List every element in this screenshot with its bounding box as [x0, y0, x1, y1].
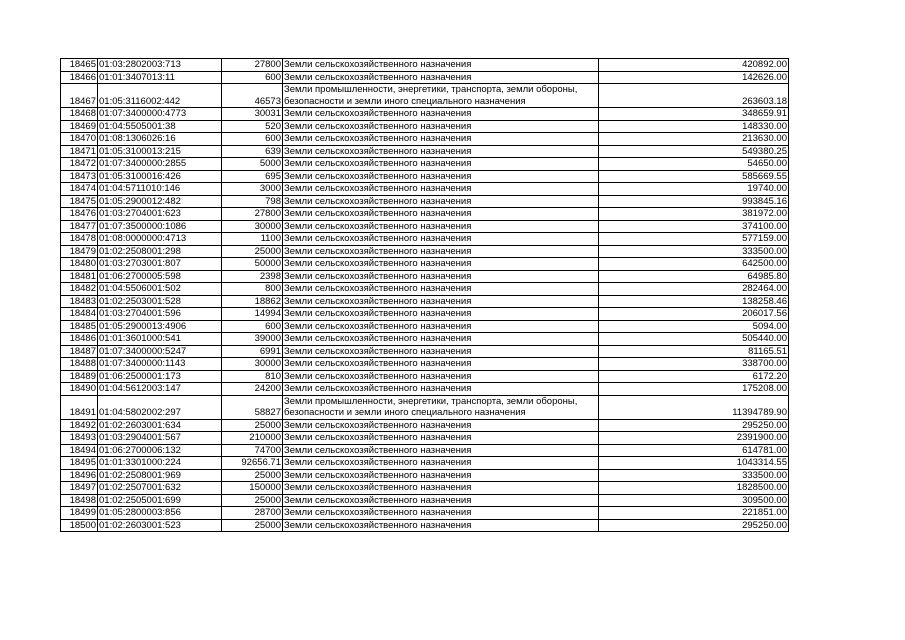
- area-cell[interactable]: 18862: [222, 295, 283, 308]
- land-category[interactable]: Земли сельскохозяйственного назначения: [283, 59, 599, 72]
- cadastral-number[interactable]: 01:07:3400000:5247: [98, 345, 222, 358]
- row-number[interactable]: 18480: [61, 258, 98, 271]
- land-category[interactable]: Земли сельскохозяйственного назначения: [283, 195, 599, 208]
- value-cell[interactable]: 6172.20: [599, 370, 789, 383]
- cadastral-number[interactable]: 01:07:3500000:1086: [98, 220, 222, 233]
- table-row: [61, 133, 789, 146]
- table-row: [61, 220, 789, 233]
- table-row: [61, 84, 789, 108]
- cadastral-number[interactable]: 01:03:2704001:623: [98, 208, 222, 221]
- value-cell[interactable]: 19740.00: [599, 183, 789, 196]
- land-category[interactable]: Земли сельскохозяйственного назначения: [283, 133, 599, 146]
- row-number[interactable]: 18485: [61, 320, 98, 333]
- table-row: [61, 507, 789, 520]
- cadastral-number[interactable]: 01:05:3100013:215: [98, 145, 222, 158]
- value-cell[interactable]: 295250.00: [599, 519, 789, 532]
- cadastral-number[interactable]: 01:07:3400000:2855: [98, 158, 222, 171]
- table-row: [61, 59, 789, 72]
- land-category[interactable]: Земли сельскохозяйственного назначения: [283, 419, 599, 432]
- value-cell[interactable]: 142626.00: [599, 71, 789, 84]
- area-cell[interactable]: 30000: [222, 358, 283, 371]
- land-category[interactable]: Земли сельскохозяйственного назначения: [283, 320, 599, 333]
- area-cell[interactable]: 25000: [222, 245, 283, 258]
- row-number[interactable]: 18492: [61, 419, 98, 432]
- value-cell[interactable]: 282464.00: [599, 283, 789, 296]
- land-category[interactable]: Земли сельскохозяйственного назначения: [283, 482, 599, 495]
- row-number[interactable]: 18491: [61, 395, 98, 419]
- cadastral-number[interactable]: 01:05:3116002:442: [98, 84, 222, 108]
- cadastral-number[interactable]: 01:04:5711010:146: [98, 183, 222, 196]
- value-cell[interactable]: 309500.00: [599, 494, 789, 507]
- row-number[interactable]: 18470: [61, 133, 98, 146]
- cadastral-number[interactable]: 01:02:2603001:523: [98, 519, 222, 532]
- value-cell[interactable]: 295250.00: [599, 419, 789, 432]
- area-cell[interactable]: 74700: [222, 444, 283, 457]
- table-row: [61, 170, 789, 183]
- area-cell[interactable]: 92656.71: [222, 457, 283, 470]
- value-cell[interactable]: 138258.46: [599, 295, 789, 308]
- row-number[interactable]: 18496: [61, 469, 98, 482]
- table-row: [61, 432, 789, 445]
- cadastral-number[interactable]: 01:07:3400000:1143: [98, 358, 222, 371]
- area-cell[interactable]: 24200: [222, 383, 283, 396]
- area-cell[interactable]: 25000: [222, 519, 283, 532]
- table-row: [61, 258, 789, 271]
- area-cell[interactable]: 27800: [222, 208, 283, 221]
- table-row: [61, 233, 789, 246]
- row-number[interactable]: 18486: [61, 333, 98, 346]
- value-cell[interactable]: 54650.00: [599, 158, 789, 171]
- area-cell[interactable]: 30031: [222, 108, 283, 121]
- land-category[interactable]: Земли сельскохозяйственного назначения: [283, 270, 599, 283]
- row-number[interactable]: 18482: [61, 283, 98, 296]
- cadastral-number[interactable]: 01:02:2508001:969: [98, 469, 222, 482]
- value-cell[interactable]: 213630.00: [599, 133, 789, 146]
- table-row: [61, 419, 789, 432]
- row-number[interactable]: 18467: [61, 84, 98, 108]
- table-row: [61, 158, 789, 171]
- area-cell[interactable]: 210000: [222, 432, 283, 445]
- value-cell[interactable]: 348659.91: [599, 108, 789, 121]
- land-category[interactable]: Земли сельскохозяйственного назначения: [283, 519, 599, 532]
- cadastral-number[interactable]: 01:04:5612003:147: [98, 383, 222, 396]
- table-row: [61, 345, 789, 358]
- land-category[interactable]: Земли сельскохозяйственного назначения: [283, 370, 599, 383]
- area-cell[interactable]: 6991: [222, 345, 283, 358]
- area-cell[interactable]: 5000: [222, 158, 283, 171]
- cadastral-number[interactable]: 01:07:3400000:4773: [98, 108, 222, 121]
- table-row: [61, 333, 789, 346]
- area-cell[interactable]: 25000: [222, 494, 283, 507]
- table-row: [61, 494, 789, 507]
- value-cell[interactable]: 381972.00: [599, 208, 789, 221]
- row-number[interactable]: 18473: [61, 170, 98, 183]
- area-cell[interactable]: 25000: [222, 419, 283, 432]
- value-cell[interactable]: 993845.16: [599, 195, 789, 208]
- table-row: [61, 308, 789, 321]
- value-cell[interactable]: 577159.00: [599, 233, 789, 246]
- cadastral-number[interactable]: 01:01:3407013:11: [98, 71, 222, 84]
- value-cell[interactable]: 333500.00: [599, 469, 789, 482]
- table-body: [61, 59, 789, 532]
- cadastral-number[interactable]: 01:02:2505001:699: [98, 494, 222, 507]
- area-cell[interactable]: 520: [222, 120, 283, 133]
- land-category[interactable]: Земли сельскохозяйственного назначения: [283, 245, 599, 258]
- row-number[interactable]: 18479: [61, 245, 98, 258]
- spreadsheet: [60, 58, 789, 532]
- area-cell[interactable]: 2398: [222, 270, 283, 283]
- land-category[interactable]: Земли промышленности, энергетики, транспорта, земли обороны, безопасности и земли иного специального назначения: [283, 84, 599, 108]
- row-number[interactable]: 18489: [61, 370, 98, 383]
- row-number[interactable]: 18481: [61, 270, 98, 283]
- land-category[interactable]: Земли промышленности, энергетики, транспорта, земли обороны, безопасности и земли иного специального назначения: [283, 395, 599, 419]
- land-category[interactable]: Земли сельскохозяйственного назначения: [283, 170, 599, 183]
- area-cell[interactable]: 800: [222, 283, 283, 296]
- area-cell[interactable]: 600: [222, 320, 283, 333]
- value-cell[interactable]: 642500.00: [599, 258, 789, 271]
- value-cell[interactable]: 263603.18: [599, 84, 789, 108]
- row-number[interactable]: 18471: [61, 145, 98, 158]
- cadastral-number[interactable]: 01:05:3100016:426: [98, 170, 222, 183]
- area-cell[interactable]: 50000: [222, 258, 283, 271]
- area-cell[interactable]: 695: [222, 170, 283, 183]
- cadastral-number[interactable]: 01:03:2904001:567: [98, 432, 222, 445]
- value-cell[interactable]: 11394789.90: [599, 395, 789, 419]
- table-row: [61, 245, 789, 258]
- row-number[interactable]: 18500: [61, 519, 98, 532]
- value-cell[interactable]: 585669.55: [599, 170, 789, 183]
- cadastral-number[interactable]: 01:02:2507001:632: [98, 482, 222, 495]
- table-row: [61, 183, 789, 196]
- row-number[interactable]: 18468: [61, 108, 98, 121]
- value-cell[interactable]: 614781.00: [599, 444, 789, 457]
- land-category[interactable]: Земли сельскохозяйственного назначения: [283, 283, 599, 296]
- cadastral-number[interactable]: 01:06:2700005:598: [98, 270, 222, 283]
- row-number[interactable]: 18469: [61, 120, 98, 133]
- value-cell[interactable]: 5094.00: [599, 320, 789, 333]
- land-category[interactable]: Земли сельскохозяйственного назначения: [283, 233, 599, 246]
- value-cell[interactable]: 505440.00: [599, 333, 789, 346]
- land-table: [60, 58, 789, 532]
- cadastral-number[interactable]: 01:05:2900012:482: [98, 195, 222, 208]
- table-row: [61, 145, 789, 158]
- value-cell[interactable]: 420892.00: [599, 59, 789, 72]
- cadastral-number[interactable]: 01:02:2603001:634: [98, 419, 222, 432]
- area-cell[interactable]: 28700: [222, 507, 283, 520]
- cadastral-number[interactable]: 01:02:2508001:298: [98, 245, 222, 258]
- value-cell[interactable]: 333500.00: [599, 245, 789, 258]
- row-number[interactable]: 18476: [61, 208, 98, 221]
- land-category[interactable]: Земли сельскохозяйственного назначения: [283, 333, 599, 346]
- land-category[interactable]: Земли сельскохозяйственного назначения: [283, 345, 599, 358]
- table-row: [61, 208, 789, 221]
- row-number[interactable]: 18475: [61, 195, 98, 208]
- area-cell[interactable]: 58827: [222, 395, 283, 419]
- value-cell[interactable]: 1828500.00: [599, 482, 789, 495]
- table-row: [61, 457, 789, 470]
- area-cell[interactable]: 150000: [222, 482, 283, 495]
- row-number[interactable]: 18478: [61, 233, 98, 246]
- cadastral-number[interactable]: 01:02:2503001:528: [98, 295, 222, 308]
- land-category[interactable]: Земли сельскохозяйственного назначения: [283, 183, 599, 196]
- area-cell[interactable]: 14994: [222, 308, 283, 321]
- value-cell[interactable]: 81165.51: [599, 345, 789, 358]
- land-category[interactable]: Земли сельскохозяйственного назначения: [283, 220, 599, 233]
- cadastral-number[interactable]: 01:03:2704001:596: [98, 308, 222, 321]
- land-category[interactable]: Земли сельскохозяйственного назначения: [283, 208, 599, 221]
- value-cell[interactable]: 1043314.55: [599, 457, 789, 470]
- area-cell[interactable]: 3000: [222, 183, 283, 196]
- area-cell[interactable]: 810: [222, 370, 283, 383]
- land-category[interactable]: Земли сельскохозяйственного назначения: [283, 432, 599, 445]
- cadastral-number[interactable]: 01:05:2900013:4906: [98, 320, 222, 333]
- table-row: [61, 395, 789, 419]
- cadastral-number[interactable]: 01:08:0000000:4713: [98, 233, 222, 246]
- value-cell[interactable]: 206017.56: [599, 308, 789, 321]
- value-cell[interactable]: 221851.00: [599, 507, 789, 520]
- cadastral-number[interactable]: 01:01:3301000:224: [98, 457, 222, 470]
- land-category[interactable]: Земли сельскохозяйственного назначения: [283, 295, 599, 308]
- cadastral-number[interactable]: 01:05:2800003:856: [98, 507, 222, 520]
- area-cell[interactable]: 30000: [222, 220, 283, 233]
- value-cell[interactable]: 374100.00: [599, 220, 789, 233]
- row-number[interactable]: 18483: [61, 295, 98, 308]
- row-number[interactable]: 18472: [61, 158, 98, 171]
- value-cell[interactable]: 549380.25: [599, 145, 789, 158]
- cadastral-number[interactable]: 01:04:5506001:502: [98, 283, 222, 296]
- row-number[interactable]: 18498: [61, 494, 98, 507]
- value-cell[interactable]: 148330.00: [599, 120, 789, 133]
- cadastral-number[interactable]: 01:04:5505001:38: [98, 120, 222, 133]
- land-category[interactable]: Земли сельскохозяйственного назначения: [283, 457, 599, 470]
- area-cell[interactable]: 798: [222, 195, 283, 208]
- land-category[interactable]: Земли сельскохозяйственного назначения: [283, 71, 599, 84]
- row-number[interactable]: 18487: [61, 345, 98, 358]
- land-category[interactable]: Земли сельскохозяйственного назначения: [283, 158, 599, 171]
- row-number[interactable]: 18490: [61, 383, 98, 396]
- value-cell[interactable]: 64985.80: [599, 270, 789, 283]
- area-cell[interactable]: 600: [222, 133, 283, 146]
- land-category[interactable]: Земли сельскохозяйственного назначения: [283, 507, 599, 520]
- table-row: [61, 71, 789, 84]
- area-cell[interactable]: 25000: [222, 469, 283, 482]
- table-row: [61, 370, 789, 383]
- table-row: [61, 519, 789, 532]
- area-cell[interactable]: 600: [222, 71, 283, 84]
- value-cell[interactable]: 175208.00: [599, 383, 789, 396]
- cadastral-number[interactable]: 01:06:2500001:173: [98, 370, 222, 383]
- land-category[interactable]: Земли сельскохозяйственного назначения: [283, 444, 599, 457]
- table-row: [61, 469, 789, 482]
- row-number[interactable]: 18499: [61, 507, 98, 520]
- row-number[interactable]: 18484: [61, 308, 98, 321]
- row-number[interactable]: 18497: [61, 482, 98, 495]
- cadastral-number[interactable]: 01:04:5802002:297: [98, 395, 222, 419]
- land-category[interactable]: Земли сельскохозяйственного назначения: [283, 308, 599, 321]
- area-cell[interactable]: 1100: [222, 233, 283, 246]
- row-number[interactable]: 18495: [61, 457, 98, 470]
- cadastral-number[interactable]: 01:06:2700006:132: [98, 444, 222, 457]
- table-row: [61, 295, 789, 308]
- table-row: [61, 270, 789, 283]
- table-row: [61, 444, 789, 457]
- row-number[interactable]: 18477: [61, 220, 98, 233]
- cadastral-number[interactable]: 01:01:3601000:541: [98, 333, 222, 346]
- area-cell[interactable]: 27800: [222, 59, 283, 72]
- table-row: [61, 283, 789, 296]
- land-category[interactable]: Земли сельскохозяйственного назначения: [283, 494, 599, 507]
- land-category[interactable]: Земли сельскохозяйственного назначения: [283, 145, 599, 158]
- land-category[interactable]: Земли сельскохозяйственного назначения: [283, 358, 599, 371]
- cadastral-number[interactable]: 01:08:1306026:16: [98, 133, 222, 146]
- table-row: [61, 320, 789, 333]
- area-cell[interactable]: 46573: [222, 84, 283, 108]
- value-cell[interactable]: 338700.00: [599, 358, 789, 371]
- land-category[interactable]: Земли сельскохозяйственного назначения: [283, 108, 599, 121]
- land-category[interactable]: Земли сельскохозяйственного назначения: [283, 383, 599, 396]
- land-category[interactable]: Земли сельскохозяйственного назначения: [283, 258, 599, 271]
- value-cell[interactable]: 2391900.00: [599, 432, 789, 445]
- land-category[interactable]: Земли сельскохозяйственного назначения: [283, 469, 599, 482]
- row-number[interactable]: 18494: [61, 444, 98, 457]
- table-row: [61, 358, 789, 371]
- table-row: [61, 120, 789, 133]
- table-row: [61, 383, 789, 396]
- land-category[interactable]: Земли сельскохозяйственного назначения: [283, 120, 599, 133]
- row-number[interactable]: 18474: [61, 183, 98, 196]
- row-number[interactable]: 18465: [61, 59, 98, 72]
- area-cell[interactable]: 39000: [222, 333, 283, 346]
- row-number[interactable]: 18493: [61, 432, 98, 445]
- row-number[interactable]: 18488: [61, 358, 98, 371]
- cadastral-number[interactable]: 01:03:2802003:713: [98, 59, 222, 72]
- table-row: [61, 195, 789, 208]
- table-row: [61, 108, 789, 121]
- area-cell[interactable]: 639: [222, 145, 283, 158]
- row-number[interactable]: 18466: [61, 71, 98, 84]
- table-row: [61, 482, 789, 495]
- cadastral-number[interactable]: 01:03:2703001:807: [98, 258, 222, 271]
